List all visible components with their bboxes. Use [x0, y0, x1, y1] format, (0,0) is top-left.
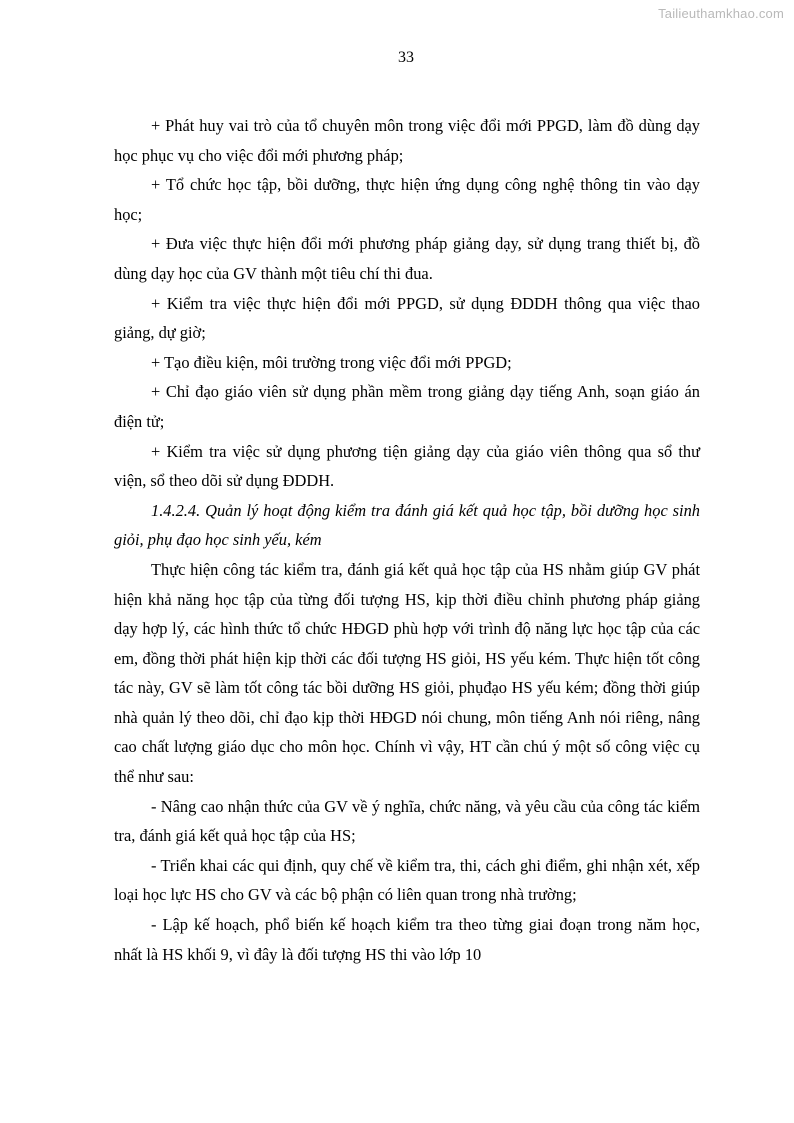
watermark: Tailieuthamkhao.com — [658, 6, 784, 21]
paragraph-bullet-1: + Phát huy vai trò của tổ chuyên môn trong việc đổi mới PPGD, làm đồ dùng dạy học phục vụ cho việc đổi mới phương pháp; — [114, 116, 700, 165]
paragraph-bullet-4: + Kiểm tra việc thực hiện đổi mới PPGD, sử dụng ĐDDH thông qua việc thao giảng, dự giờ; — [114, 293, 700, 343]
paragraph-body: Thực hiện công tác kiểm tra, đánh giá kết quả học tập của HS nhằm giúp GV phát hiện khả năng học tập của từng đối tượng HS, kịp thời điều chỉnh phương pháp giảng dạy hợp lý, các hình thức tổ chức HĐGD phù hợp với trình độ năng lực học tập của các em, đồng thời phát hiện kịp thời các đối tượng HS giỏi, HS yếu kém. Thực hiện tốt công tác này, GV sẽ làm tốt công tác bồi dưỡng HS giỏi, phụđạo HS yếu kém; đồng thời giúp nhà quản lý theo dõi, chỉ đạo kịp thời HĐGD nói chung, môn tiếng Anh nói riêng, nâng cao chất lượng giáo dục cho môn học. Chính vì vậy, HT cần chú ý một số công việc cụ thể như sau: — [114, 559, 700, 787]
paragraph-dash-1: - Nâng cao nhận thức của GV về ý nghĩa, chức năng, và yêu cầu của công tác kiểm tra, đánh giá kết quả học tập của HS; — [114, 796, 700, 846]
section-heading: 1.4.2.4. Quản lý hoạt động kiểm tra đánh giá kết quả học tập, bồi dưỡng học sinh giỏi, phụ đạo học sinh yếu, kém — [114, 500, 700, 550]
page-number: 33 — [398, 49, 414, 66]
paragraph-dash-3: - Lập kế hoạch, phổ biến kế hoạch kiểm tra theo từng giai đoạn trong năm học, nhất là HS khối 9, vì đây là đối tượng HS thi vào lớp 10 — [114, 915, 700, 964]
paragraph-bullet-7: + Kiểm tra việc sử dụng phương tiện giảng dạy của giáo viên thông qua sổ thư viện, sổ theo dõi sử dụng ĐDDH. — [114, 441, 700, 491]
paragraph-bullet-5: + Tạo điều kiện, môi trường trong việc đổi mới PPGD; — [151, 352, 512, 372]
paragraph-bullet-2: + Tổ chức học tập, bồi dưỡng, thực hiện ứng dụng công nghệ thông tin vào dạy học; — [114, 175, 700, 224]
paragraph-bullet-3: + Đưa việc thực hiện đổi mới phương pháp giảng dạy, sử dụng trang thiết bị, đồ dùng dạy học của GV thành một tiêu chí thi đua. — [114, 234, 700, 283]
paragraph-bullet-6: + Chỉ đạo giáo viên sử dụng phần mềm trong giảng dạy tiếng Anh, soạn giáo án điện tử; — [114, 382, 700, 431]
paragraph-dash-2: - Triển khai các qui định, quy chế về kiểm tra, thi, cách ghi điểm, ghi nhận xét, xếp loại học lực HS cho GV và các bộ phận có liên quan trong nhà trường; — [114, 855, 700, 905]
document-body — [114, 111, 700, 969]
